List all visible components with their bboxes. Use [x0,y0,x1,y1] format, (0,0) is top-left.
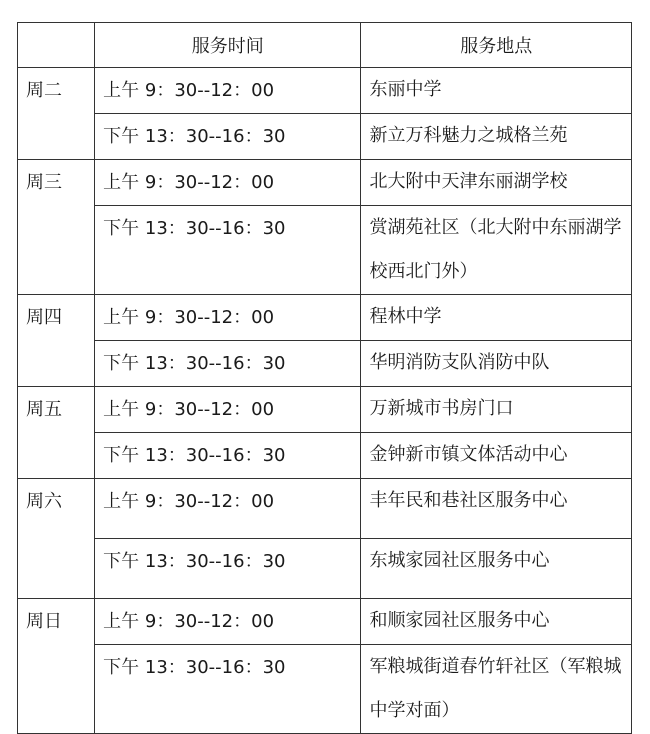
table-row [18,479,632,539]
place-cell: 赏湖苑社区（北大附中东丽湖学校西北门外） [361,206,632,295]
table-row [18,539,632,599]
day-cell: 周五 [18,387,95,479]
table-header-row [18,23,632,68]
place-cell: 金钟新市镇文体活动中心 [361,433,632,479]
time-cell: 上午 9：30--12：00 [95,295,361,341]
time-cell: 下午 13：30--16：30 [95,645,361,734]
day-cell: 周二 [18,68,95,160]
table-row [18,68,632,114]
table-row [18,341,632,387]
place-cell: 新立万科魅力之城格兰苑 [361,114,632,160]
place-cell: 丰年民和巷社区服务中心 [361,479,632,539]
place-cell: 华明消防支队消防中队 [361,341,632,387]
table-row [18,206,632,295]
day-cell: 周三 [18,160,95,295]
time-cell: 下午 13：30--16：30 [95,341,361,387]
place-cell: 程林中学 [361,295,632,341]
day-cell: 周六 [18,479,95,599]
place-cell: 万新城市书房门口 [361,387,632,433]
table-row [18,114,632,160]
time-cell: 下午 13：30--16：30 [95,539,361,599]
header-empty-cell [18,23,95,68]
place-cell: 军粮城街道春竹轩社区（军粮城中学对面） [361,645,632,734]
time-cell: 上午 9：30--12：00 [95,68,361,114]
table-row [18,645,632,734]
table-row [18,295,632,341]
place-cell: 东城家园社区服务中心 [361,539,632,599]
place-cell: 东丽中学 [361,68,632,114]
table-row [18,160,632,206]
table-row [18,387,632,433]
time-cell: 下午 13：30--16：30 [95,114,361,160]
place-cell: 和顺家园社区服务中心 [361,599,632,645]
time-cell: 上午 9：30--12：00 [95,479,361,539]
time-cell: 上午 9：30--12：00 [95,387,361,433]
time-cell: 上午 9：30--12：00 [95,160,361,206]
service-schedule-table [17,22,632,734]
table-row [18,433,632,479]
time-cell: 上午 9：30--12：00 [95,599,361,645]
table-row [18,599,632,645]
time-cell: 下午 13：30--16：30 [95,206,361,295]
day-cell: 周日 [18,599,95,734]
day-cell: 周四 [18,295,95,387]
header-time: 服务时间 [95,23,361,68]
header-place: 服务地点 [361,23,632,68]
time-cell: 下午 13：30--16：30 [95,433,361,479]
place-cell: 北大附中天津东丽湖学校 [361,160,632,206]
